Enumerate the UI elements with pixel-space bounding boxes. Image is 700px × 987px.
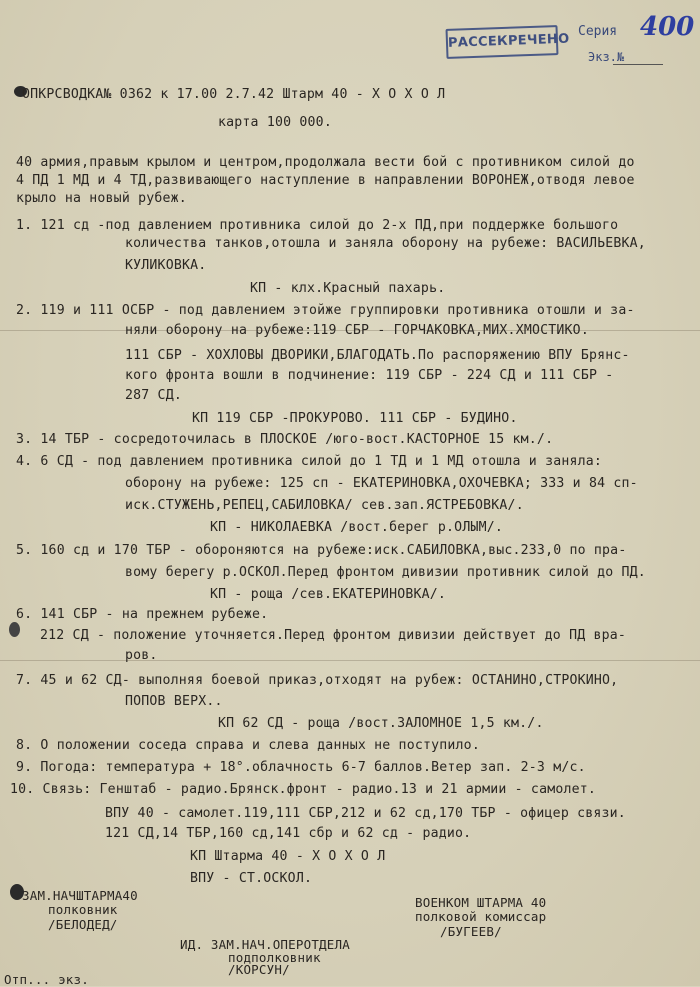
item-7-line: ПОПОВ ВЕРХ..	[125, 694, 223, 709]
item-5-line: вому берегу р.ОСКОЛ.Перед фронтом дивизии противник силой до ПД.	[125, 565, 646, 580]
item-5-cp: КП - роща /сев.ЕКАТЕРИНОВКА/.	[210, 587, 447, 602]
signature-right-rank: полковой комиссар	[415, 909, 547, 924]
item-2-line: 2. 119 и 111 ОСБР - под давлением этойже группировки противника отошли и за-	[16, 303, 635, 318]
paper-fold	[0, 660, 700, 661]
item-1-line: КУЛИКОВКА.	[125, 258, 207, 273]
signature-right-name: /БУГЕЕВ/	[440, 924, 502, 939]
item-6-line: 6. 141 СБР - на прежнем рубеже.	[16, 607, 269, 622]
item-8-line: 8. О положении соседа справа и слева данных не поступило.	[16, 738, 480, 753]
fwd-cp-line: ВПУ - СТ.ОСКОЛ.	[190, 871, 313, 886]
declassified-stamp: РАССЕКРЕЧЕНО	[446, 25, 559, 59]
item-7-cp: КП 62 СД - роща /вост.ЗАЛОМНОЕ 1,5 км./.	[218, 716, 544, 731]
item-4-line: 4. 6 СД - под давлением противника силой до 1 ТД и 1 МД отошла и заняла:	[16, 454, 603, 469]
series-number: 400	[640, 12, 695, 42]
item-1-cp: КП - клх.Красный пахарь.	[250, 281, 446, 296]
item-4-line: оборону на рубеже: 125 сп - ЕКАТЕРИНОВКА,ОХОЧЕВКА; 333 и 84 сп-	[125, 476, 638, 491]
signature-left-title: ЗАМ.НАЧШТАРМА40	[22, 888, 138, 903]
signature-left-rank: полковник	[48, 902, 118, 917]
signature-right-title: ВОЕНКОМ ШТАРМА 40	[415, 895, 547, 910]
item-5-line: 5. 160 сд и 170 ТБР - обороняются на рубеже:иск.САБИЛОВКА,выс.233,0 по пра-	[16, 543, 627, 558]
item-2-line: кого фронта вошли в подчинение: 119 СБР - 224 СД и 111 СБР -	[125, 368, 614, 383]
text-line: крыло на новый рубеж.	[16, 191, 187, 206]
series-mark	[578, 12, 695, 42]
item-2-cp: КП 119 СБР -ПРОКУРОВО. 111 СБР - БУДИНО.	[192, 411, 518, 426]
signature-center-title: ИД. ЗАМ.НАЧ.ОПЕРОТДЕЛА	[180, 937, 350, 952]
item-2-line: няли оборону на рубеже:119 СБР - ГОРЧАКОВКА,МИХ.ХМОСТИКО.	[125, 323, 589, 338]
signature-center-name: /КОРСУН/	[228, 962, 290, 977]
item-10-line: 10. Связь: Генштаб - радио.Брянск.фронт - радио.13 и 21 армии - самолет.	[10, 782, 597, 797]
item-6-line: ров.	[125, 648, 158, 663]
hq-line: КП Штарма 40 - Х О Х О Л	[190, 849, 386, 864]
map-scale: карта 100 000.	[218, 115, 332, 130]
report-header: ОПКРСВОДКА№ 0362 к 17.00 2.7.42 Штарм 40 - Х О Х О Л	[22, 87, 446, 102]
item-1-line: 1. 121 сд -под давлением противника силой до 2-х ПД,при поддержке большого	[16, 218, 619, 233]
bottom-note: Отп... экз.	[4, 972, 89, 987]
item-4-cp: КП - НИКОЛАЕВКА /вост.берег р.ОЛЫМ/.	[210, 520, 504, 535]
signature-center-rank: подполковник	[228, 950, 321, 965]
item-2-line: 111 СБР - ХОХЛОВЫ ДВОРИКИ,БЛАГОДАТЬ.По распоряжению ВПУ Брянс-	[125, 348, 630, 363]
item-1-line: количества танков,отошла и заняла оборону на рубеже: ВАСИЛЬЕВКА,	[125, 236, 646, 251]
item-2-line: 287 СД.	[125, 388, 182, 403]
item-9-line: 9. Погода: температура + 18°.облачность 6-7 баллов.Ветер зап. 2-3 м/с.	[16, 760, 586, 775]
item-3-line: 3. 14 ТБР - сосредоточилась в ПЛОСКОЕ /юго-вост.КАСТОРНОЕ 15 км./.	[16, 432, 554, 447]
item-7-line: 7. 45 и 62 СД- выполняя боевой приказ,отходят на рубеж: ОСТАНИНО,СТРОКИНО,	[16, 673, 619, 688]
text-line: 4 ПД 1 МД и 4 ТД,развивающего наступление в направлении ВОРОНЕЖ,отводя левое	[16, 173, 635, 188]
text-line: 40 армия,правым крылом и центром,продолжала вести бой с противником силой до	[16, 155, 635, 170]
signature-left-name: /БЕЛОДЕД/	[48, 917, 118, 932]
item-6-line: 212 СД - положение уточняется.Перед фронтом дивизии действует до ПД вра-	[40, 628, 627, 643]
series-label: Серия	[578, 24, 618, 39]
item-10-line: 121 СД,14 ТБР,160 сд,141 сбр и 62 сд - радио.	[105, 826, 472, 841]
copy-underline	[613, 64, 663, 65]
copy-label: Экз.№	[588, 50, 625, 64]
item-10-line: ВПУ 40 - самолет.119,111 СБР,212 и 62 сд,170 ТБР - офицер связи.	[105, 806, 626, 821]
item-4-line: иск.СТУЖЕНЬ,РЕПЕЦ,САБИЛОВКА/ сев.зап.ЯСТРЕБОВКА/.	[125, 498, 524, 513]
ink-blot	[9, 622, 20, 637]
